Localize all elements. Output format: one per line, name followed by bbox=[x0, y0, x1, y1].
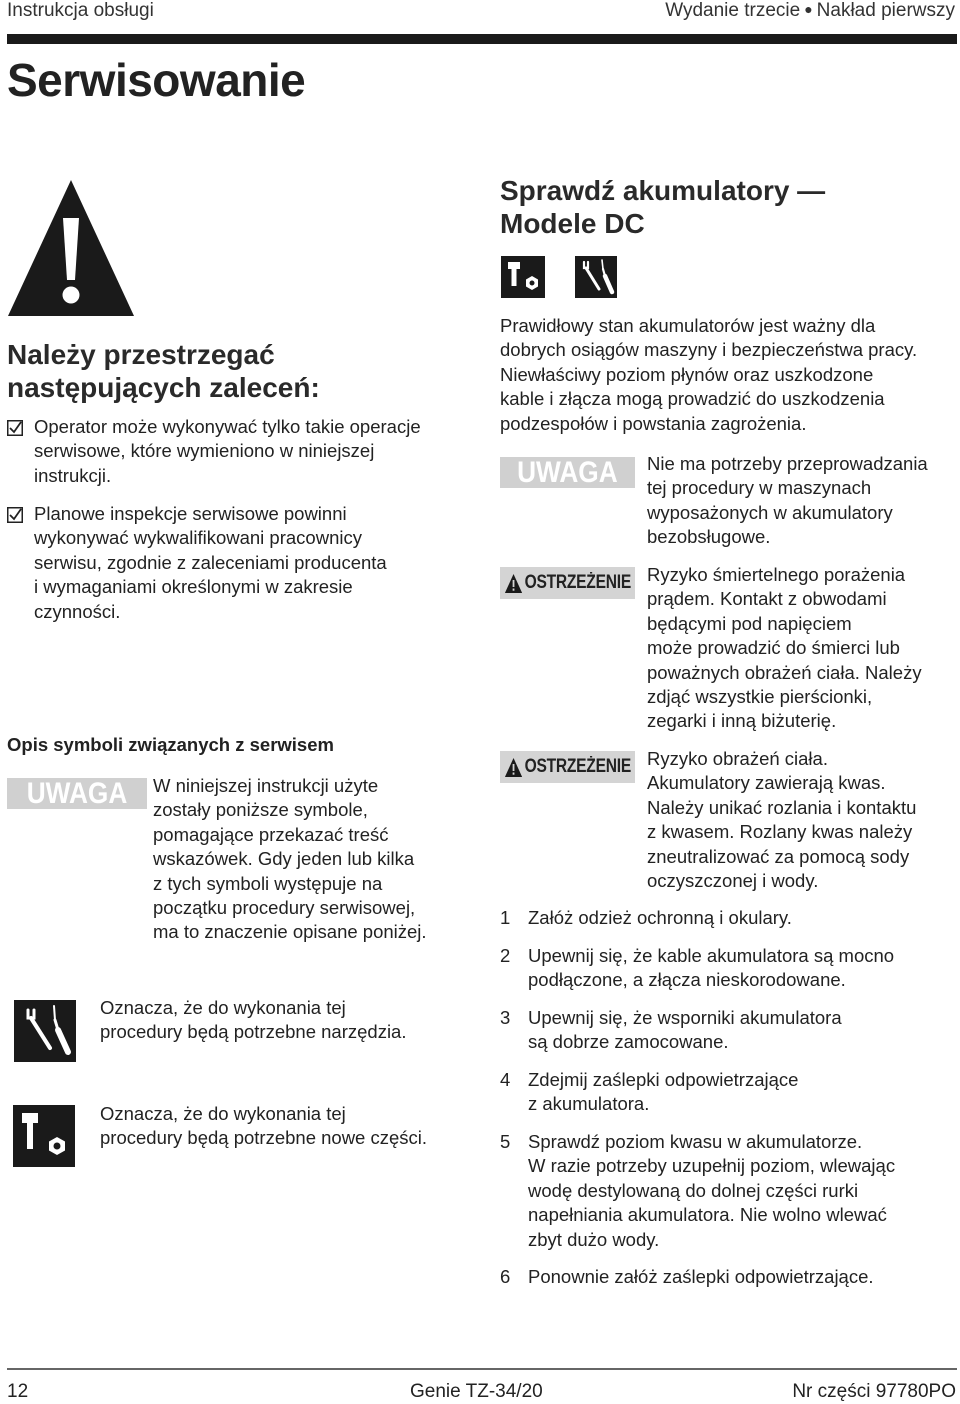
warning-badge bbox=[500, 567, 635, 599]
notice-badge bbox=[7, 778, 147, 809]
notice-badge-label: UWAGA bbox=[517, 456, 618, 489]
text-line: zdjąć wszystkie pierścionki, bbox=[647, 686, 873, 708]
header-edition-label: Wydanie trzecie bbox=[665, 0, 801, 21]
step-text bbox=[528, 944, 948, 993]
text-line: Upewnij się, że wsporniki akumulatora bbox=[528, 1007, 842, 1028]
tools-icon bbox=[14, 1000, 76, 1062]
step-number: 6 bbox=[500, 1266, 511, 1287]
text-line: z kwasem. Rozlany kwas należy bbox=[647, 821, 913, 843]
text-line: wskazówek. Gdy jeden lub kilka bbox=[153, 848, 415, 870]
text-line: wyposażonych w akumulatory bbox=[647, 501, 893, 523]
text-line: wykonywać wykwalifikowani pracownicy bbox=[34, 527, 362, 549]
text-line: kable i złącza mogą prowadzić do uszkodzenia bbox=[500, 388, 885, 410]
text-line: serwisowe, które wymieniono w niniejszej bbox=[34, 440, 375, 462]
text-line: Ryzyko śmiertelnego porażenia bbox=[647, 564, 906, 585]
text-line: instrukcji. bbox=[34, 464, 112, 486]
text-line: prądem. Kontakt z obwodami bbox=[647, 588, 887, 610]
text-line: Planowe inspekcje serwisowe powinni bbox=[34, 503, 347, 524]
text-line: tej procedury w maszynach bbox=[647, 477, 872, 499]
warning-small-icon bbox=[505, 758, 522, 777]
text-line: oczyszczonej i wody. bbox=[647, 870, 819, 892]
step-number: 2 bbox=[500, 945, 511, 966]
parts-description bbox=[100, 1102, 480, 1151]
text-line: W niniejszej instrukcji użyte bbox=[153, 775, 379, 796]
text-line: wodę destylowaną do dolnej części rurki bbox=[528, 1179, 859, 1201]
step-number: 3 bbox=[500, 1007, 511, 1028]
text-line: Sprawdź poziom kwasu w akumulatorze. bbox=[528, 1131, 863, 1152]
checkbox-checked-icon bbox=[7, 420, 23, 436]
text-line: Należy unikać rozlania i kontaktu bbox=[647, 796, 917, 818]
text-line: procedury będą potrzebne nowe części. bbox=[100, 1127, 428, 1149]
header-separator: ● bbox=[804, 1, 813, 17]
step-text bbox=[528, 1006, 948, 1055]
text-line: Nie ma potrzeby przeprowadzania bbox=[647, 453, 928, 474]
warning-text bbox=[647, 747, 957, 893]
step-text bbox=[528, 1130, 948, 1252]
step-number: 1 bbox=[500, 907, 511, 928]
text-line: procedury będą potrzebne narzędzia. bbox=[100, 1021, 407, 1043]
notice-badge bbox=[500, 457, 635, 488]
checklist-item-text bbox=[34, 502, 474, 624]
text-line: pomagające przekazać treść bbox=[153, 823, 389, 845]
notice-text bbox=[647, 452, 957, 550]
checklist-item bbox=[7, 502, 467, 627]
text-line: dobrych osiągów maszyny i bezpieczeństwa pracy. bbox=[500, 339, 918, 361]
text-line: Prawidłowy stan akumulatorów jest ważny dla bbox=[500, 315, 876, 336]
symbols-heading: Opis symboli związanych z serwisem bbox=[7, 734, 334, 755]
page-title: Serwisowanie bbox=[7, 54, 306, 106]
text-line: podłączone, a złącza nieskorodowane. bbox=[528, 969, 846, 991]
text-line: Zdejmij zaślepki odpowietrzające bbox=[528, 1069, 799, 1090]
text-line: Operator może wykonywać tylko takie operacje bbox=[34, 416, 421, 437]
header-manual-title: Instrukcja obsługi bbox=[7, 0, 154, 21]
text-line: Upewnij się, że kable akumulatora są mocno bbox=[528, 945, 895, 966]
warning-badge-label: OSTRZEŻENIE bbox=[524, 756, 631, 777]
parts-icon bbox=[13, 1105, 75, 1167]
text-line: i wymaganiami określonymi w zakresie bbox=[34, 576, 353, 598]
text-line: Oznacza, że do wykonania tej bbox=[100, 997, 346, 1018]
text-line: początku procedury serwisowej, bbox=[153, 897, 416, 919]
step-number: 4 bbox=[500, 1069, 511, 1090]
checklist-item bbox=[7, 415, 467, 495]
text-line: W razie potrzeby uzupełnij poziom, wlewając bbox=[528, 1155, 896, 1177]
step-number: 5 bbox=[500, 1131, 511, 1152]
checkbox-checked-icon bbox=[7, 507, 23, 523]
warning-badge-label: OSTRZEŻENIE bbox=[524, 572, 631, 593]
step-text bbox=[528, 1068, 948, 1117]
left-heading bbox=[7, 338, 320, 404]
warning-text bbox=[647, 563, 957, 734]
notice-text bbox=[153, 774, 473, 945]
text-line: Ponownie załóż zaślepki odpowietrzające. bbox=[528, 1266, 874, 1287]
header-edition bbox=[665, 0, 955, 22]
warning-small-icon bbox=[505, 574, 522, 593]
footer-model: Genie TZ-34/20 bbox=[410, 1381, 543, 1402]
tools-icon bbox=[575, 256, 617, 298]
text-line: zostały poniższe symbole, bbox=[153, 799, 368, 821]
tools-description bbox=[100, 996, 480, 1045]
warning-triangle-icon bbox=[8, 180, 134, 316]
warning-badge bbox=[500, 751, 635, 783]
text-line: może prowadzić do śmierci lub bbox=[647, 637, 900, 659]
text-line: zbyt dużo wody. bbox=[528, 1228, 660, 1250]
text-line: bezobsługowe. bbox=[647, 526, 771, 548]
notice-badge-label: UWAGA bbox=[26, 777, 128, 810]
step-text bbox=[528, 906, 948, 930]
text-line: czynności. bbox=[34, 600, 121, 622]
footer-part-number: Nr części 97780PO bbox=[792, 1381, 956, 1402]
text-line: Ryzyko obrażeń ciała. bbox=[647, 748, 828, 769]
header-rule bbox=[7, 34, 957, 44]
step-text bbox=[528, 1265, 948, 1289]
left-heading-line2: następujących zaleceń: bbox=[7, 372, 320, 403]
right-heading-line2: Modele DC bbox=[500, 208, 645, 239]
text-line: z tych symboli występuje na bbox=[153, 872, 383, 894]
text-line: Niewłaściwy poziom płynów oraz uszkodzone bbox=[500, 363, 874, 385]
text-line: serwisu, zgodnie z zaleceniami producenta bbox=[34, 551, 387, 573]
header-printing-label: Nakład pierwszy bbox=[816, 0, 955, 21]
right-heading-line1: Sprawdź akumulatory — bbox=[500, 175, 826, 206]
text-line: będącymi pod napięciem bbox=[647, 612, 852, 634]
text-line: są dobrze zamocowane. bbox=[528, 1031, 729, 1053]
left-heading-line1: Należy przestrzegać bbox=[7, 339, 275, 370]
text-line: Akumulatory zawierają kwas. bbox=[647, 772, 886, 794]
footer-rule bbox=[7, 1368, 957, 1370]
text-line: Oznacza, że do wykonania tej bbox=[100, 1103, 346, 1124]
parts-icon bbox=[501, 256, 545, 298]
text-line: podzespołów i powstania zagrożenia. bbox=[500, 412, 807, 434]
footer-page-number: 12 bbox=[7, 1381, 29, 1402]
checklist-item-text bbox=[34, 415, 474, 488]
right-heading bbox=[500, 174, 825, 240]
battery-intro bbox=[500, 314, 960, 436]
text-line: zneutralizować za pomocą sody bbox=[647, 845, 910, 867]
text-line: ma to znaczenie opisane poniżej. bbox=[153, 921, 427, 943]
text-line: napełniania akumulatora. Nie wolno wlewać bbox=[528, 1204, 887, 1226]
text-line: zegarki i inną biżuterię. bbox=[647, 710, 837, 732]
text-line: poważnych obrażeń ciała. Należy bbox=[647, 661, 922, 683]
text-line: z akumulatora. bbox=[528, 1093, 650, 1115]
text-line: Załóż odzież ochronną i okulary. bbox=[528, 907, 792, 928]
